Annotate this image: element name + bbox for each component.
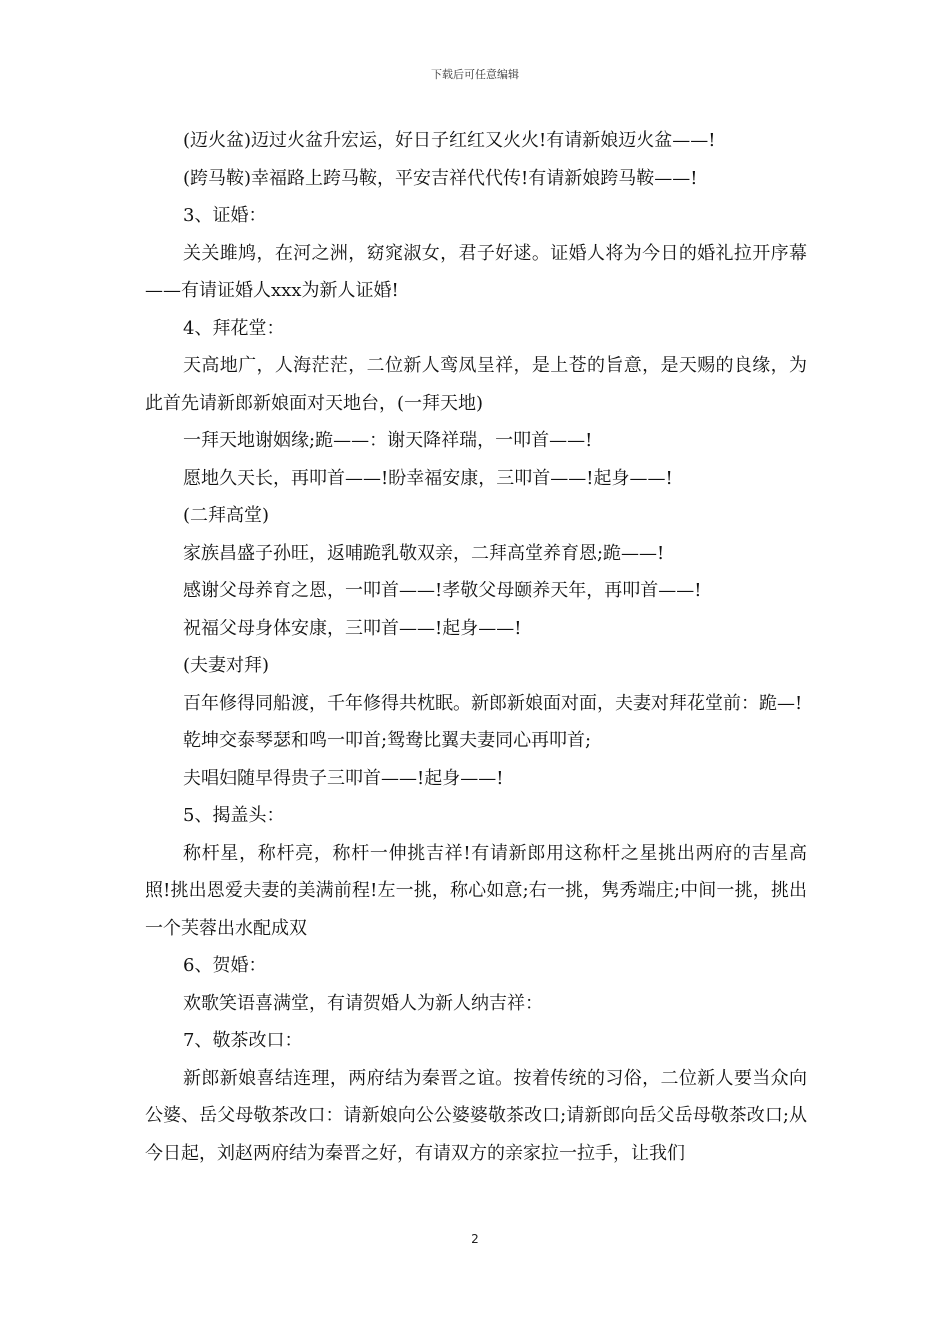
paragraph: (跨马鞍)幸福路上跨马鞍，平安吉祥代代传!有请新娘跨马鞍——! xyxy=(183,167,698,189)
paragraph: 新郎新娘喜结连理，两府结为秦晋之谊。按着传统的习俗，二位新人要当众向公婆、岳父母敬茶改口：请新娘向公公婆婆敬茶改口;请新郎向岳父岳母敬茶改口;从今日起，刘赵两府结为秦晋之好，有请双方的亲家拉一拉手，让我们 xyxy=(145,1067,807,1164)
paragraph: (迈火盆)迈过火盆升宏运，好日子红红又火火!有请新娘迈火盆——! xyxy=(183,130,716,151)
paragraph: 家族昌盛子孙旺，返哺跪乳敬双亲，二拜高堂养育恩;跪——! xyxy=(183,542,665,564)
paragraph: 祝福父母身体安康，三叩首——!起身——! xyxy=(183,617,522,639)
paragraph: 天高地广，人海茫茫，二位新人鸾凤呈祥，是上苍的旨意，是天赐的良缘，为此首先请新郎新娘面对天地台，(一拜天地) xyxy=(145,355,807,414)
page-header: 下载后可任意编辑 xyxy=(431,68,519,81)
paragraph: 愿地久天长，再叩首——!盼幸福安康，三叩首——!起身——! xyxy=(183,467,673,489)
paragraph: 感谢父母养育之恩，一叩首——!孝敬父母颐养天年，再叩首——! xyxy=(183,580,702,601)
page-number: 2 xyxy=(471,1232,479,1246)
section-heading: 6、贺婚： xyxy=(183,955,267,976)
section-heading: 3、证婚： xyxy=(183,205,267,226)
section-heading: 7、敬茶改口： xyxy=(183,1030,303,1051)
paragraph: (夫妻对拜) xyxy=(183,655,270,676)
document-body xyxy=(145,122,807,1172)
paragraph: 百年修得同船渡，千年修得共枕眠。新郎新娘面对面，夫妻对拜花堂前：跪—! xyxy=(183,692,803,714)
paragraph: 乾坤交泰琴瑟和鸣一叩首;鸳鸯比翼夫妻同心再叩首; xyxy=(183,730,592,751)
paragraph: 关关雎鸠，在河之洲，窈窕淑女，君子好逑。证婚人将为今日的婚礼拉开序幕——有请证婚人xxx为新人证婚! xyxy=(145,242,807,301)
paragraph: 一拜天地谢姻缘;跪——：谢天降祥瑞，一叩首——! xyxy=(183,430,593,451)
paragraph: 夫唱妇随早得贵子三叩首——!起身——! xyxy=(183,767,504,789)
section-heading: 4、拜花堂： xyxy=(183,317,285,339)
paragraph: 称杆星，称杆亮，称杆一伸挑吉祥!有请新郎用这称杆之星挑出两府的吉星高照!挑出恩爱夫妻的美满前程!左一挑，称心如意;右一挑，隽秀端庄;中间一挑，挑出一个芙蓉出水配成双 xyxy=(145,842,807,939)
section-heading: 5、揭盖头： xyxy=(183,805,285,826)
paragraph: 欢歌笑语喜满堂，有请贺婚人为新人纳吉祥： xyxy=(183,992,543,1014)
paragraph: (二拜高堂) xyxy=(183,505,270,526)
